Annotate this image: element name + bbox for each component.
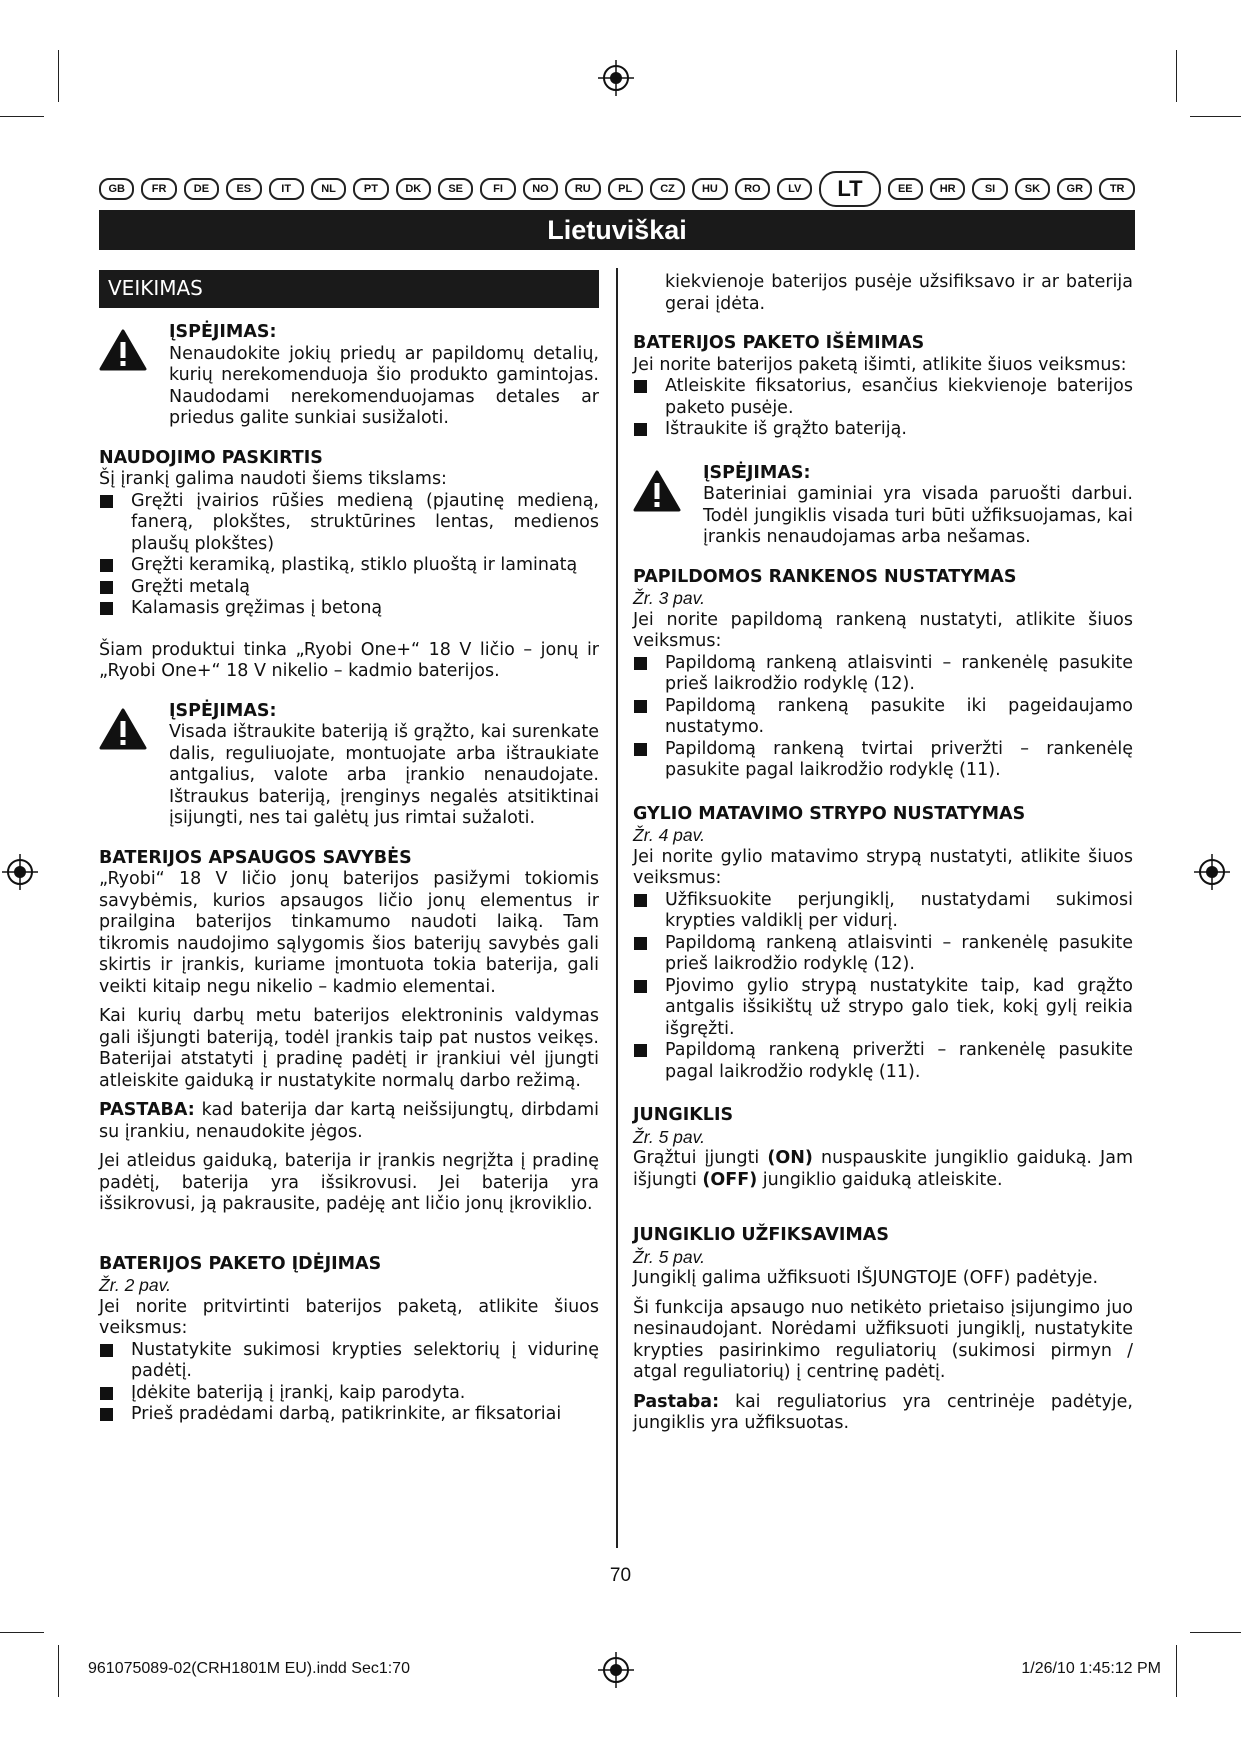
- crop-mark: [58, 50, 59, 102]
- list-item: Papildomą rankeną tvirtai priveržti – rankenėlę pasukite pagal laikrodžio rodyklę (11).: [633, 739, 1133, 782]
- language-badge-dk[interactable]: DK: [396, 178, 431, 200]
- list-item: Papildomą rankeną priveržti – rankenėlę pasukite pagal laikrodžio rodyklę (11).: [633, 1040, 1133, 1083]
- language-badge-ro[interactable]: RO: [735, 178, 770, 200]
- off-label: (OFF): [702, 1169, 758, 1190]
- section-heading: GYLIO MATAVIMO STRYPO NUSTATYMAS: [633, 803, 1026, 824]
- bullet-list: [99, 491, 599, 620]
- paragraph: Šiam produktui tinka „Ryobi One+“ 18 V ličio – jonų ir „Ryobi One+“ 18 V nikelio – kadmio baterijos.: [99, 639, 599, 681]
- warning-text: Visada ištraukite bateriją iš grąžto, kai surenkate dalis, reguliuojate, montuojate arba ištraukiate antgalius, valote arba įrankio nenaudojate. Ištraukus bateriją, įrenginys negalės atsitiktinai įsijungti, nes tai galėtų jus rimtai sužaloti.: [169, 722, 599, 828]
- warning-block: [99, 701, 599, 830]
- language-badge-lv[interactable]: LV: [777, 178, 812, 200]
- registration-mark-icon: [598, 1652, 634, 1688]
- warning-title: ĮSPĖJIMAS:: [169, 700, 277, 721]
- footer-file-info: 961075089-02(CRH1801M EU).indd Sec1:70: [88, 1660, 410, 1677]
- paragraph: Ši funkcija apsaugo nuo netikėto prietaiso įsijungimo juo nesinaudojant. Norėdami užfiksuoti jungiklį, nustatykite krypties pasirinkimo reguliatorių (sukimosi pirmyn / atgal reguliatorių) į centrinę padėtį.: [633, 1297, 1133, 1382]
- bullet-list: [633, 653, 1133, 782]
- language-badge-it[interactable]: IT: [269, 178, 304, 200]
- section-heading: JUNGIKLIO UŽFIKSAVIMAS: [633, 1225, 889, 1245]
- list-item: Papildomą rankeną pasukite iki pageidaujamo nustatymo.: [633, 696, 1133, 739]
- page-number: 70: [609, 1565, 632, 1586]
- list-item: Užfiksuokite perjungiklį, nustatydami sukimosi krypties valdiklį per vidurį.: [633, 890, 1133, 933]
- crop-mark: [1176, 50, 1177, 102]
- paragraph: Jei norite papildomą rankeną nustatyti, atlikite šiuos veiksmus:: [633, 609, 1133, 651]
- warning-block: [99, 322, 599, 430]
- note-label: PASTABA:: [99, 1100, 195, 1120]
- list-item: Papildomą rankeną atlaisvinti – rankenėlę pasukite prieš laikrodžio rodyklę (12).: [633, 653, 1133, 696]
- language-badge-se[interactable]: SE: [438, 178, 473, 200]
- note-paragraph: [99, 1100, 599, 1143]
- language-badge-de[interactable]: DE: [184, 178, 219, 200]
- list-item: Įdėkite bateriją į įrankį, kaip parodyta.: [99, 1383, 599, 1405]
- footer-timestamp: 1/26/10 1:45:12 PM: [1021, 1660, 1161, 1677]
- language-selector: [99, 171, 1135, 207]
- note-text: kad baterija dar kartą neišsijungtų, dirbdami su įrankiu, nenaudokite jėgos.: [99, 1100, 599, 1142]
- paragraph: Jei norite gylio matavimo strypą nustatyti, atlikite šiuos veiksmus:: [633, 846, 1133, 888]
- note-label: Pastaba:: [633, 1391, 720, 1412]
- registration-mark-icon: [2, 854, 38, 890]
- crop-mark: [0, 116, 44, 117]
- language-badge-pl[interactable]: PL: [608, 178, 643, 200]
- language-badge-cz[interactable]: CZ: [650, 178, 685, 200]
- paragraph: Jei atleidus gaiduką, baterija ir įrankis negrįžta į pradinę padėtį, baterija yra išsikrovusi. Jei baterija yra išsikrovusi, ją pakrausite, padėję ant ličio jonų įkroviklio.: [99, 1151, 599, 1214]
- paragraph: Jei norite pritvirtinti baterijos paketą, atlikite šiuos veiksmus:: [99, 1296, 599, 1338]
- warning-text: Nenaudokite jokių priedų ar papildomų detalių, kurių nerekomenduoja šio produkto gamintojas. Naudodami nerekomenduojamas detales ar priedus galite sunkiai susižaloti.: [169, 343, 599, 428]
- language-badge-lt[interactable]: LT: [819, 171, 880, 207]
- figure-reference: Žr. 4 pav.: [633, 825, 705, 845]
- bullet-list: [99, 1340, 599, 1426]
- switch-paragraph: [633, 1148, 1133, 1191]
- list-item: Gręžti metalą: [99, 577, 599, 599]
- figure-reference: Žr. 2 pav.: [99, 1275, 171, 1295]
- language-badge-sk[interactable]: SK: [1015, 178, 1050, 200]
- note-paragraph: [633, 1392, 1133, 1435]
- language-badge-fi[interactable]: FI: [480, 178, 515, 200]
- warning-triangle-icon: [633, 469, 681, 513]
- figure-reference: Žr. 3 pav.: [633, 588, 705, 608]
- list-item: Pjovimo gylio strypą nustatykite taip, kad grąžto antgalis išsikištų už strypo galo tiek, kokį gylį reikia išgręžti.: [633, 976, 1133, 1041]
- text-run: nuspauskite jungiklio gaiduką. Jam išjungti: [633, 1148, 1133, 1190]
- text-run: Grąžtui įjungti: [633, 1148, 768, 1168]
- language-badge-gr[interactable]: GR: [1057, 178, 1092, 200]
- language-badge-hr[interactable]: HR: [930, 178, 965, 200]
- paragraph: Jungiklį galima užfiksuoti IŠJUNGTOJE (OFF) padėtyje.: [633, 1268, 1099, 1288]
- warning-block: [633, 463, 1133, 549]
- language-badge-tr[interactable]: TR: [1099, 178, 1134, 200]
- language-badge-gb[interactable]: GB: [99, 178, 134, 200]
- section-heading: PAPILDOMOS RANKENOS NUSTATYMAS: [633, 566, 1017, 587]
- on-label: (ON): [767, 1148, 813, 1168]
- language-badge-pt[interactable]: PT: [353, 178, 388, 200]
- language-badge-no[interactable]: NO: [523, 178, 558, 200]
- language-badge-ru[interactable]: RU: [565, 178, 600, 200]
- list-item: Atleiskite fiksatorius, esančius kiekvienoje baterijos paketo pusėje.: [633, 376, 1133, 419]
- paragraph: „Ryobi“ 18 V ličio jonų baterijos pasižymi tokiomis savybėmis, kurios apsaugos ličio jonų elementus ir prailgina baterijos tinkamumo naudoti laiką. Tam tikromis naudojimo sąlygomis šios baterijų savybės gali skirtis ir įrankis, kuriame įmontuota tokia baterija, gali veikti kitaip negu nikelio – kadmio elementai.: [99, 869, 599, 997]
- list-item: Kalamasis gręžimas į betoną: [99, 598, 599, 620]
- section-heading: JUNGIKLIS: [633, 1105, 734, 1125]
- language-badge-es[interactable]: ES: [226, 178, 261, 200]
- language-badge-fr[interactable]: FR: [141, 178, 176, 200]
- warning-text: Bateriniai gaminiai yra visada paruošti darbui. Todėl jungiklis visada turi būti užfiksuojamas, kai įrankis nenaudojamas arba nešamas.: [703, 484, 1133, 547]
- column-divider: [616, 268, 618, 1548]
- crop-mark: [1176, 1645, 1177, 1697]
- bullet-list: [633, 376, 1133, 441]
- language-badge-nl[interactable]: NL: [311, 178, 346, 200]
- warning-title: ĮSPĖJIMAS:: [703, 462, 811, 483]
- section-heading: BATERIJOS PAKETO ĮDĖJIMAS: [99, 1253, 382, 1274]
- language-badge-hu[interactable]: HU: [692, 178, 727, 200]
- list-item: Gręžti keramiką, plastiką, stiklo pluoštą ir laminatą: [99, 555, 599, 577]
- paragraph: Kai kurių darbų metu baterijos elektroninis valdymas gali išjungti bateriją, todėl įrankis taip pat nustos veikęs. Baterijai atstatyti į pradinę padėtį ir įrankiui vėl įjungti atleiskite gaiduką ir nustatykite normalų darbo režimą.: [99, 1006, 599, 1091]
- right-column: [633, 272, 1133, 1435]
- list-item: Ištraukite iš grąžto bateriją.: [633, 419, 1133, 441]
- registration-mark-icon: [1194, 854, 1230, 890]
- note-text: kai reguliatorius yra centrinėje padėtyje, jungiklis yra užfiksuotas.: [633, 1391, 1133, 1433]
- list-item: Papildomą rankeną atlaisvinti – rankenėlę pasukite prieš laikrodžio rodyklę (12).: [633, 933, 1133, 976]
- list-item: Prieš pradėdami darbą, patikrinkite, ar fiksatoriai: [99, 1404, 599, 1426]
- section-title: VEIKIMAS: [99, 270, 599, 308]
- bullet-list: [633, 890, 1133, 1084]
- language-badge-ee[interactable]: EE: [888, 178, 923, 200]
- warning-title: ĮSPĖJIMAS:: [169, 322, 277, 342]
- crop-mark: [1190, 116, 1241, 117]
- page-title: Lietuviškai: [99, 210, 1135, 250]
- section-heading: NAUDOJIMO PASKIRTIS: [99, 447, 323, 468]
- warning-triangle-icon: [99, 707, 147, 751]
- figure-reference: Žr. 5 pav.: [633, 1126, 705, 1147]
- list-item: Gręžti įvairios rūšies medieną (pjautinę medieną, fanerą, plokštes, struktūrines lentas, medienos plaušų plokštes): [99, 491, 599, 556]
- paragraph: Šį įrankį galima naudoti šiems tikslams:: [99, 469, 447, 489]
- figure-reference: Žr. 5 pav.: [633, 1246, 705, 1267]
- paragraph: kiekvienoje baterijos pusėje užsifiksavo ir ar baterija gerai įdėta.: [665, 272, 1133, 314]
- text-run: jungiklio gaiduką atleiskite.: [757, 1169, 1003, 1190]
- language-badge-si[interactable]: SI: [972, 178, 1007, 200]
- crop-mark: [0, 1632, 44, 1633]
- section-heading: BATERIJOS PAKETO IŠĖMIMAS: [633, 333, 925, 353]
- warning-triangle-icon: [99, 328, 147, 372]
- crop-mark: [58, 1645, 59, 1697]
- list-item: Nustatykite sukimosi krypties selektorių į vidurinę padėtį.: [99, 1340, 599, 1383]
- crop-mark: [1190, 1632, 1241, 1633]
- section-heading: BATERIJOS APSAUGOS SAVYBĖS: [99, 847, 412, 868]
- registration-mark-icon: [598, 60, 634, 96]
- left-column: [99, 270, 599, 1426]
- paragraph: Jei norite baterijos paketą išimti, atlikite šiuos veiksmus:: [633, 354, 1127, 375]
